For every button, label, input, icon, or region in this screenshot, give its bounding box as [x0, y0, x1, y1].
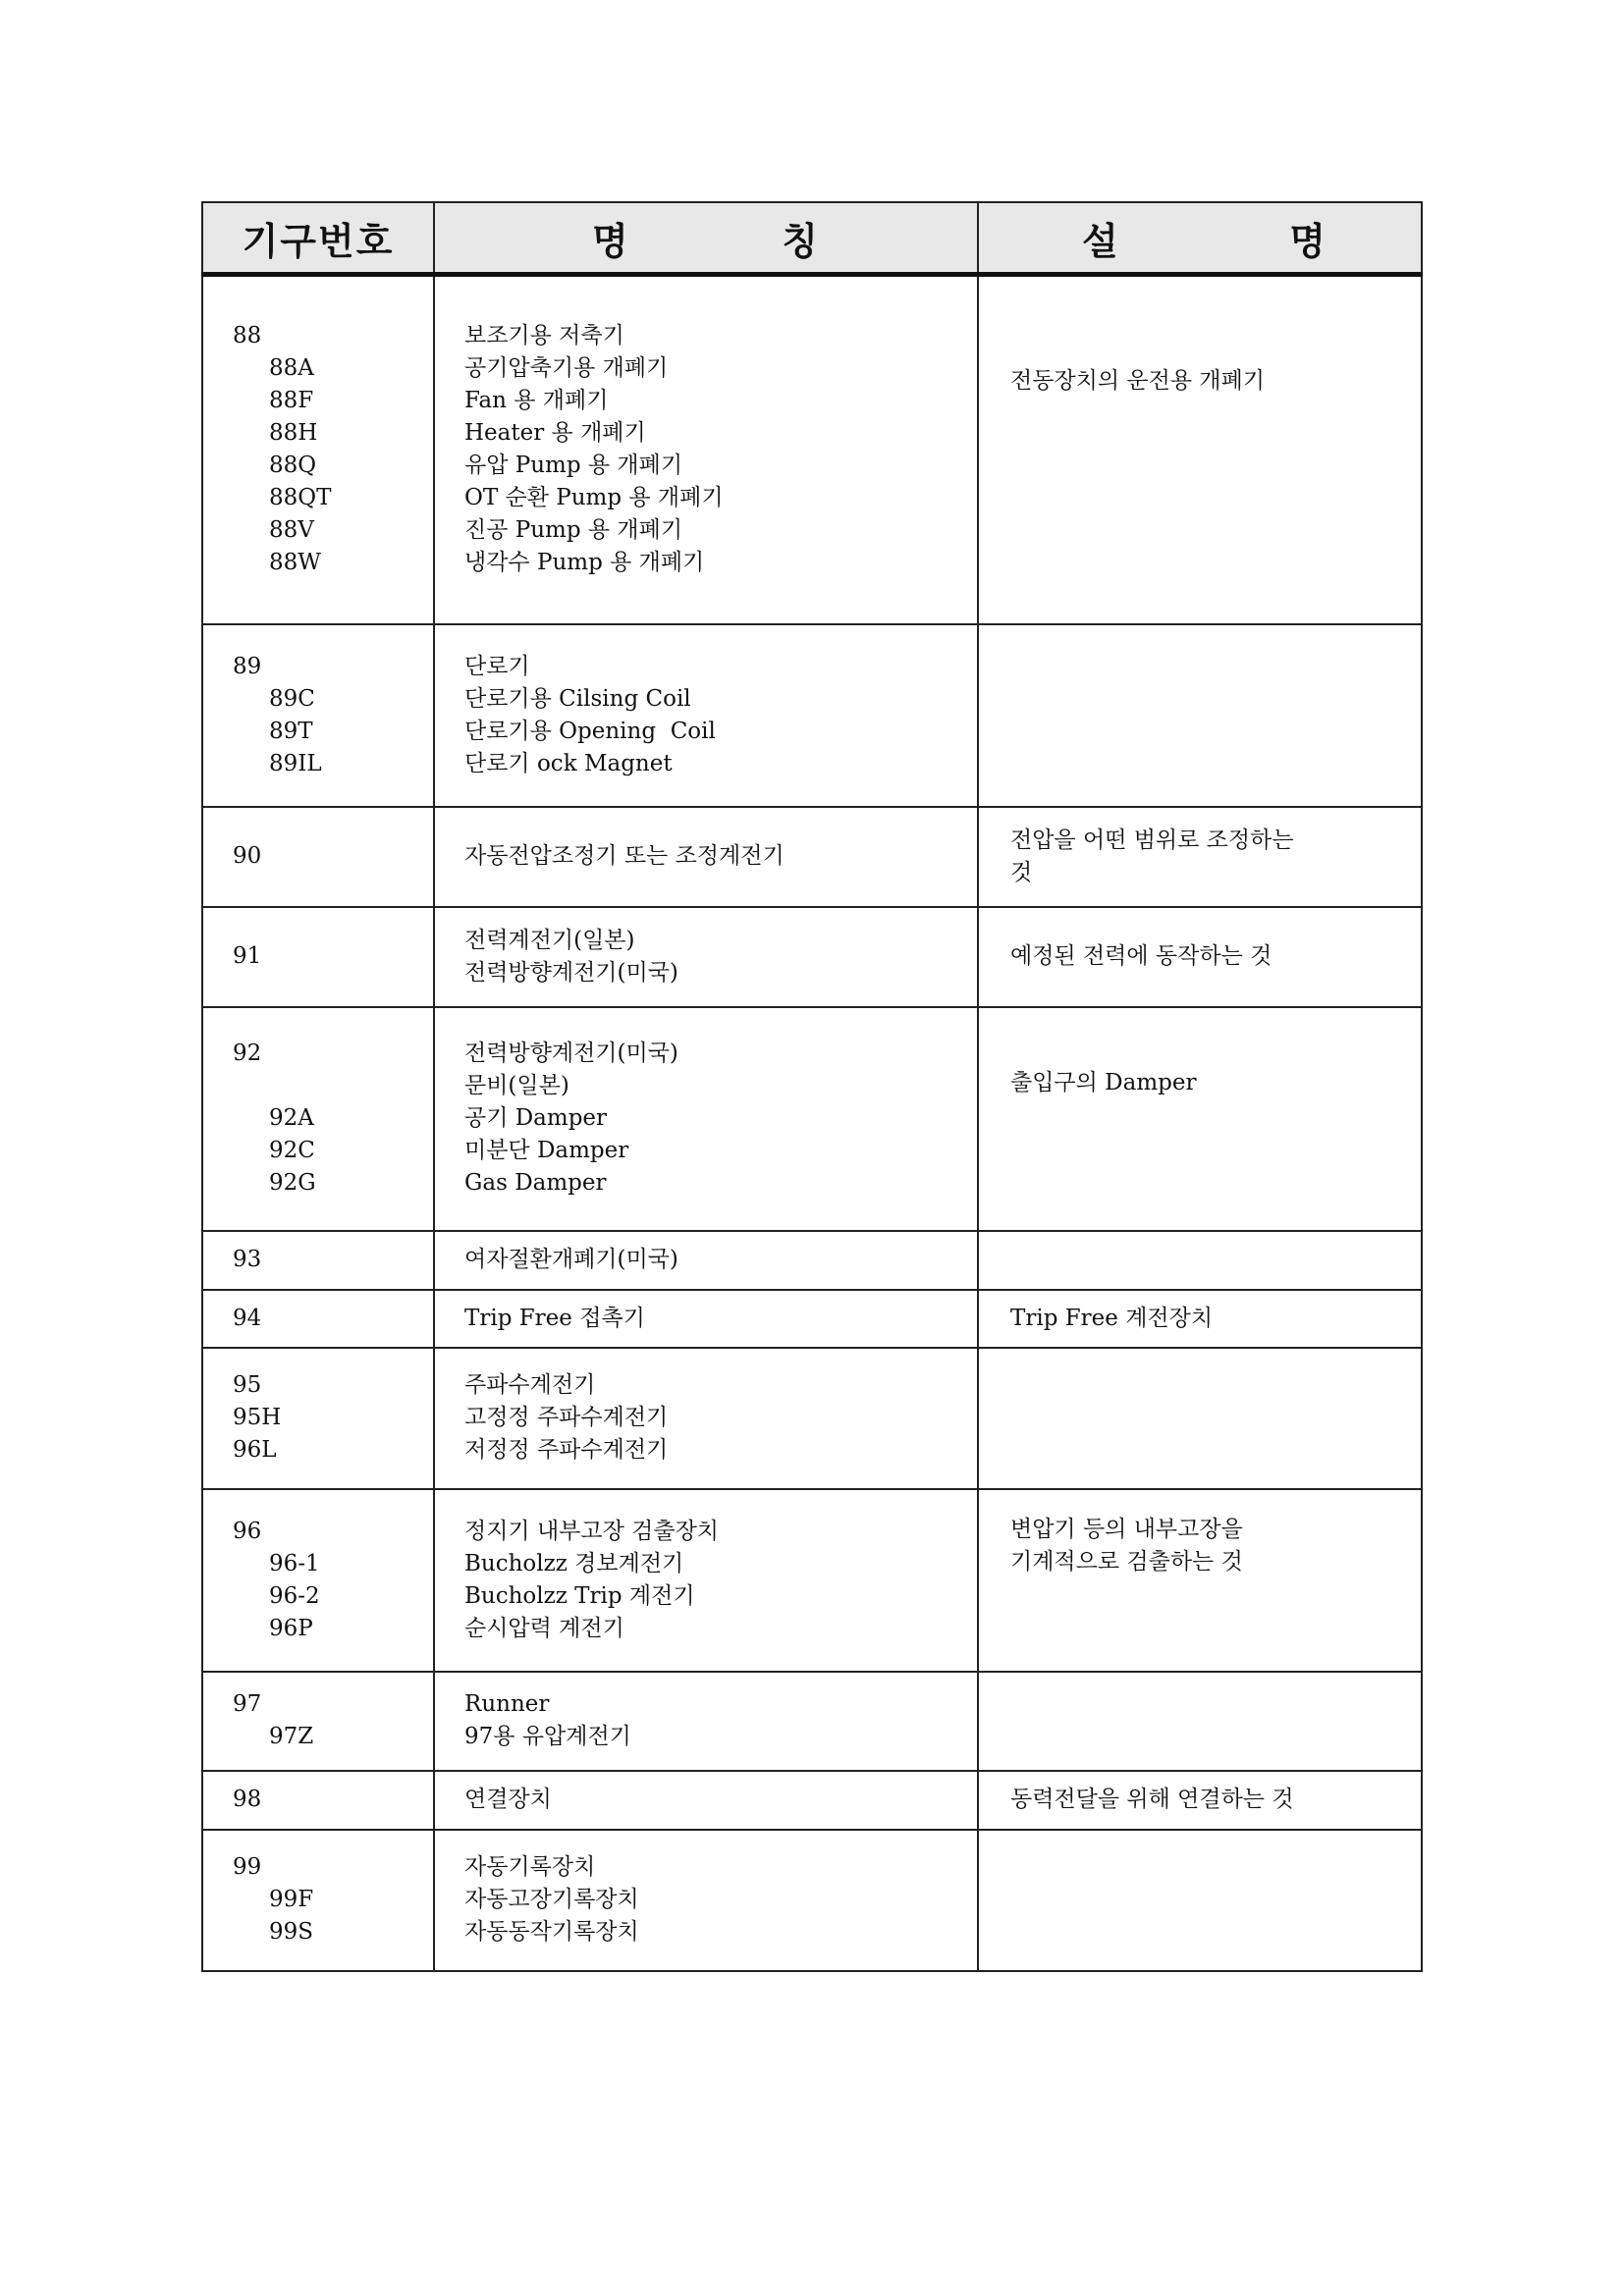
table-row-92 — [202, 1007, 1422, 1231]
device-code: 98 — [233, 1787, 262, 1812]
device-name-cell — [434, 1830, 978, 1971]
device-name: 공기압축기용 개폐기 — [464, 355, 669, 382]
device-code: 92C — [269, 1138, 315, 1163]
device-description: 것 — [1010, 859, 1033, 885]
device-name-cell — [434, 1348, 978, 1489]
device-description: 변압기 등의 내부고장을 — [1010, 1516, 1243, 1542]
device-name: Trip Free 접촉기 — [464, 1305, 645, 1331]
device-code: 92A — [269, 1105, 314, 1131]
table-row-88 — [202, 275, 1422, 624]
device-name: 전력방향계전기(미국) — [464, 1041, 678, 1066]
device-code: 99F — [269, 1887, 314, 1912]
device-code: 88Q — [269, 453, 317, 479]
device-description-cell — [978, 1007, 1422, 1231]
device-name-cell — [434, 907, 978, 1007]
device-description-cell — [978, 1348, 1422, 1489]
device-code: 88H — [269, 420, 318, 447]
device-description: 동력전달을 위해 연결하는 것 — [1010, 1787, 1294, 1812]
device-description: 기계적으로 검출하는 것 — [1010, 1548, 1243, 1575]
device-code: 95 — [233, 1372, 262, 1398]
table-row-97 — [202, 1672, 1422, 1771]
device-description-cell — [978, 624, 1422, 807]
device-code: 89C — [269, 685, 315, 712]
table-row-89 — [202, 624, 1422, 807]
device-name: Fan 용 개폐기 — [464, 388, 609, 414]
device-code: 96L — [233, 1437, 277, 1463]
device-description-cell — [978, 1771, 1422, 1830]
device-name: Heater 용 개폐기 — [464, 420, 646, 447]
device-name: 자동기록장치 — [464, 1854, 596, 1880]
device-code-cell — [202, 1672, 434, 1771]
device-code: 88A — [269, 355, 314, 382]
device-name: 진공 Pump 용 개폐기 — [464, 517, 683, 544]
device-code: 92G — [269, 1170, 316, 1196]
device-name: 전력방향계전기(미국) — [464, 959, 678, 986]
device-name-cell — [434, 807, 978, 907]
table-row-98 — [202, 1771, 1422, 1830]
device-name: 유압 Pump 용 개폐기 — [464, 453, 683, 479]
device-description-cell — [978, 807, 1422, 907]
device-name: Bucholzz 경보계전기 — [464, 1550, 684, 1576]
device-code: 88V — [269, 517, 314, 544]
table-row-94 — [202, 1290, 1422, 1348]
device-code: 96-1 — [269, 1550, 320, 1576]
device-name: 연결장치 — [464, 1787, 552, 1812]
device-code: 93 — [233, 1247, 262, 1272]
header-description: 설 명 — [978, 202, 1422, 275]
device-code: 91 — [233, 943, 262, 969]
device-description-cell — [978, 1489, 1422, 1672]
device-code: 92 — [233, 1041, 262, 1066]
device-name-cell — [434, 275, 978, 624]
device-code: 99 — [233, 1854, 262, 1880]
device-code-cell — [202, 1007, 434, 1231]
device-name-cell — [434, 1231, 978, 1290]
device-name: 공기 Damper — [464, 1105, 608, 1131]
device-description: 출입구의 Damper — [1010, 1069, 1197, 1095]
device-code: 89IL — [269, 750, 322, 776]
device-code-cell — [202, 807, 434, 907]
device-name: 자동동작기록장치 — [464, 1919, 639, 1945]
device-code: 99S — [269, 1919, 314, 1945]
device-code: 88W — [269, 550, 321, 576]
device-description-cell — [978, 907, 1422, 1007]
device-description: 예정된 전력에 동작하는 것 — [1010, 943, 1272, 969]
device-name: 냉각수 Pump 용 개폐기 — [464, 550, 705, 576]
device-name: 단로기 ock Magnet — [464, 750, 673, 776]
device-code: 88QT — [269, 485, 332, 511]
device-code-cell — [202, 1830, 434, 1971]
device-name: 고정정 주파수계전기 — [464, 1405, 669, 1430]
device-name: OT 순환 Pump 용 개폐기 — [464, 485, 724, 511]
table-row-96 — [202, 1489, 1422, 1672]
device-description-cell — [978, 1231, 1422, 1290]
table-row-93 — [202, 1231, 1422, 1290]
device-name: 주파수계전기 — [464, 1372, 596, 1398]
device-code: 96 — [233, 1518, 262, 1544]
device-name: 97용 유압계전기 — [464, 1724, 631, 1749]
device-name: 전력계전기(일본) — [464, 927, 635, 953]
table-row-99 — [202, 1830, 1422, 1971]
device-name: Gas Damper — [464, 1170, 607, 1196]
device-code: 96P — [269, 1615, 313, 1641]
device-name: 순시압력 계전기 — [464, 1615, 624, 1641]
device-name: 저정정 주파수계전기 — [464, 1437, 669, 1463]
device-code: 88 — [233, 323, 262, 349]
device-name: 자동전압조정기 또는 조정계전기 — [464, 843, 785, 869]
header-name: 명 칭 — [434, 202, 978, 275]
device-description-cell — [978, 1672, 1422, 1771]
device-description: 전압을 어떤 범위로 조정하는 — [1010, 827, 1294, 853]
device-code: 96-2 — [269, 1582, 320, 1609]
device-description-cell — [978, 1290, 1422, 1348]
device-name: 정지기 내부고장 검출장치 — [464, 1518, 720, 1544]
device-name: 여자절환개폐기(미국) — [464, 1247, 678, 1272]
device-name: Bucholzz Trip 계전기 — [464, 1582, 695, 1609]
device-code-cell — [202, 1489, 434, 1672]
device-code-cell — [202, 1348, 434, 1489]
device-code: 95H — [233, 1405, 282, 1430]
device-name: Runner — [464, 1691, 550, 1717]
device-code-cell — [202, 275, 434, 624]
device-code-cell — [202, 1290, 434, 1348]
table-row-95 — [202, 1348, 1422, 1489]
device-code: 90 — [233, 843, 262, 869]
table-row-91 — [202, 907, 1422, 1007]
device-description-cell — [978, 275, 1422, 624]
device-code: 89 — [233, 653, 262, 679]
device-code-cell — [202, 1771, 434, 1830]
device-code-cell — [202, 907, 434, 1007]
device-name-cell — [434, 1672, 978, 1771]
device-name: 단로기용 Cilsing Coil — [464, 685, 691, 712]
device-code-cell — [202, 624, 434, 807]
device-name: 단로기용 Opening Coil — [464, 718, 716, 744]
device-description: 전동장치의 운전용 개폐기 — [1010, 368, 1266, 394]
table-row-90 — [202, 807, 1422, 907]
device-description-cell — [978, 1830, 1422, 1971]
device-name-cell — [434, 1489, 978, 1672]
device-name: 보조기용 저축기 — [464, 323, 624, 349]
device-name-cell — [434, 624, 978, 807]
spacer — [233, 1070, 433, 1102]
header-device-number: 기구번호 — [202, 202, 434, 275]
device-name: 문비(일본) — [464, 1073, 569, 1098]
device-code: 88F — [269, 388, 314, 414]
device-code: 97Z — [269, 1724, 314, 1749]
device-name-cell — [434, 1007, 978, 1231]
device-description: Trip Free 계전장치 — [1010, 1305, 1214, 1331]
device-number-table — [201, 201, 1423, 1972]
table-header-row — [202, 202, 1422, 275]
device-name-cell — [434, 1290, 978, 1348]
device-name: 자동고장기록장치 — [464, 1887, 639, 1912]
device-code: 89T — [269, 718, 313, 744]
device-code: 94 — [233, 1305, 262, 1331]
device-name: 미분단 Damper — [464, 1138, 629, 1163]
device-code: 97 — [233, 1691, 262, 1717]
device-name: 단로기 — [464, 653, 530, 679]
device-code-cell — [202, 1231, 434, 1290]
device-name-cell — [434, 1771, 978, 1830]
